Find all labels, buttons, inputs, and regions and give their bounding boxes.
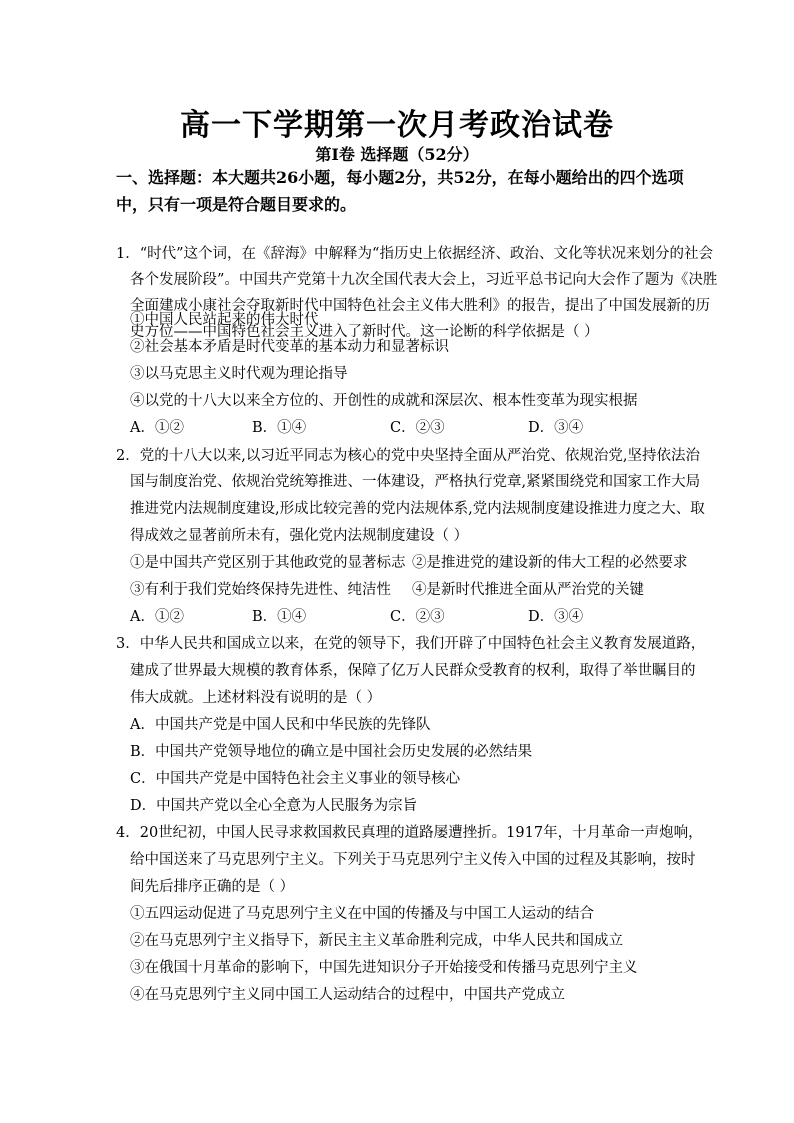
statement-item: ③在俄国十月革命的影响下，中国先进知识分子开始接受和传播马克思列宁主义 [130,960,638,976]
statement-item: ④以党的十八大以来全方位的、开创性的成就和深层次、根本性变革为现实根据 [130,393,638,409]
statement-item: ④是新时代推进全面从严治党的关键 [412,582,644,598]
question-text-line: 全面建成小康社会夺取新时代中国特色社会主义伟大胜利》的报告，提出了中国发展新的历 [130,298,710,314]
statement-item: ①是中国共产党区别于其他政党的显著标志 [130,555,406,571]
question-text-line: 4．20世纪初，中国人民寻求救国救民真理的道路屡遭挫折。1917年，十月革命一声炮响， [116,825,703,841]
statement-item: ②是推进党的建设新的伟大工程的必然要求 [412,555,688,571]
answer-choice[interactable]: C．中国共产党是中国特色社会主义事业的领导核心 [130,771,461,787]
question-text-line: 1．“时代”这个词，在《辞海》中解释为“指历史上依据经济、政治、文化等状况来划分的社会 [116,246,713,262]
answer-choice[interactable]: B．中国共产党领导地位的确立是中国社会历史发展的必然结果 [130,744,533,760]
question-text-line: 得成效之显著前所未有，强化党内法规制度建设（ ） [130,528,469,544]
answer-choice[interactable]: D．中国共产党以全心全意为人民服务为宗旨 [130,798,418,814]
question-text-line: 国与制度治党、依规治党统筹推进、一体建设，严格执行党章,紧紧围绕党和国家工作大局 [130,474,701,490]
statement-item: ④在马克思列宁主义同中国工人运动结合的过程中，中国共产党成立 [130,987,565,1003]
question-text-line: 各个发展阶段”。中国共产党第十九次全国代表大会上，习近平总书记向大会作了题为《决胜 [130,272,718,288]
section-heading: 一、选择题：本大题共26小题，每小题2分，共52分，在每小题给出的四个选项中，只有一项是符合题目要求的。 [116,168,684,214]
answer-choice[interactable]: B．①④ [252,420,307,436]
answer-choice[interactable]: C．②③ [390,609,445,625]
question-text-line: 建成了世界最大规模的教育体系，保障了亿万人民群众受教育的权利，取得了举世瞩目的 [130,663,696,679]
statement-item: ③有利于我们党始终保持先进性、纯洁性 [130,582,391,598]
statement-item: ②在马克思列宁主义指导下，新民主主义革命胜利完成，中华人民共和国成立 [130,933,623,949]
question-text-line: 史方位——中国特色社会主义进入了新时代。这一论断的科学依据是（ ） [130,324,599,340]
statement-item: ③以马克思主义时代观为理论指导 [130,366,348,382]
question-text-line: 间先后排序正确的是（ ） [130,879,295,895]
question-text-line: 伟大成就。上述材料没有说明的是（ ） [130,690,382,706]
statement-item: ①五四运动促进了马克思列宁主义在中国的传播及与中国工人运动的结合 [130,906,594,922]
answer-choice[interactable]: A．①② [130,609,184,625]
statement-item: ①中国人民站起来的伟大时代 [130,312,319,328]
question-text-line: 3．中华人民共和国成立以来，在党的领导下，我们开辟了中国特色社会主义教育发展道路， [116,636,706,652]
answer-choice[interactable]: A．中国共产党是中国人民和中华民族的先锋队 [130,717,431,733]
answer-choice[interactable]: B．①④ [252,609,307,625]
page-title: 高一下学期第一次月考政治试卷 [180,108,614,143]
question-text-line: 推进党内法规制度建设,形成比较完善的党内法规体系,党内法规制度建设推进力度之大、取 [130,501,705,517]
answer-choice[interactable]: A．①② [130,420,184,436]
answer-choice[interactable]: C．②③ [390,420,445,436]
statement-item: ②社会基本矛盾是时代变革的基本动力和显著标识 [130,339,449,355]
answer-choice[interactable]: D．③④ [528,609,584,625]
answer-choice[interactable]: D．③④ [528,420,584,436]
question-text-line: 给中国送来了马克思列宁主义。下列关于马克思列宁主义传入中国的过程及其影响，按时 [130,852,696,868]
question-text-line: 2．党的十八大以来,以习近平同志为核心的党中央坚持全面从严治党、依规治党,坚持依法治 [116,448,700,464]
section-subtitle: 第Ⅰ卷 选择题（52分） [315,145,479,164]
